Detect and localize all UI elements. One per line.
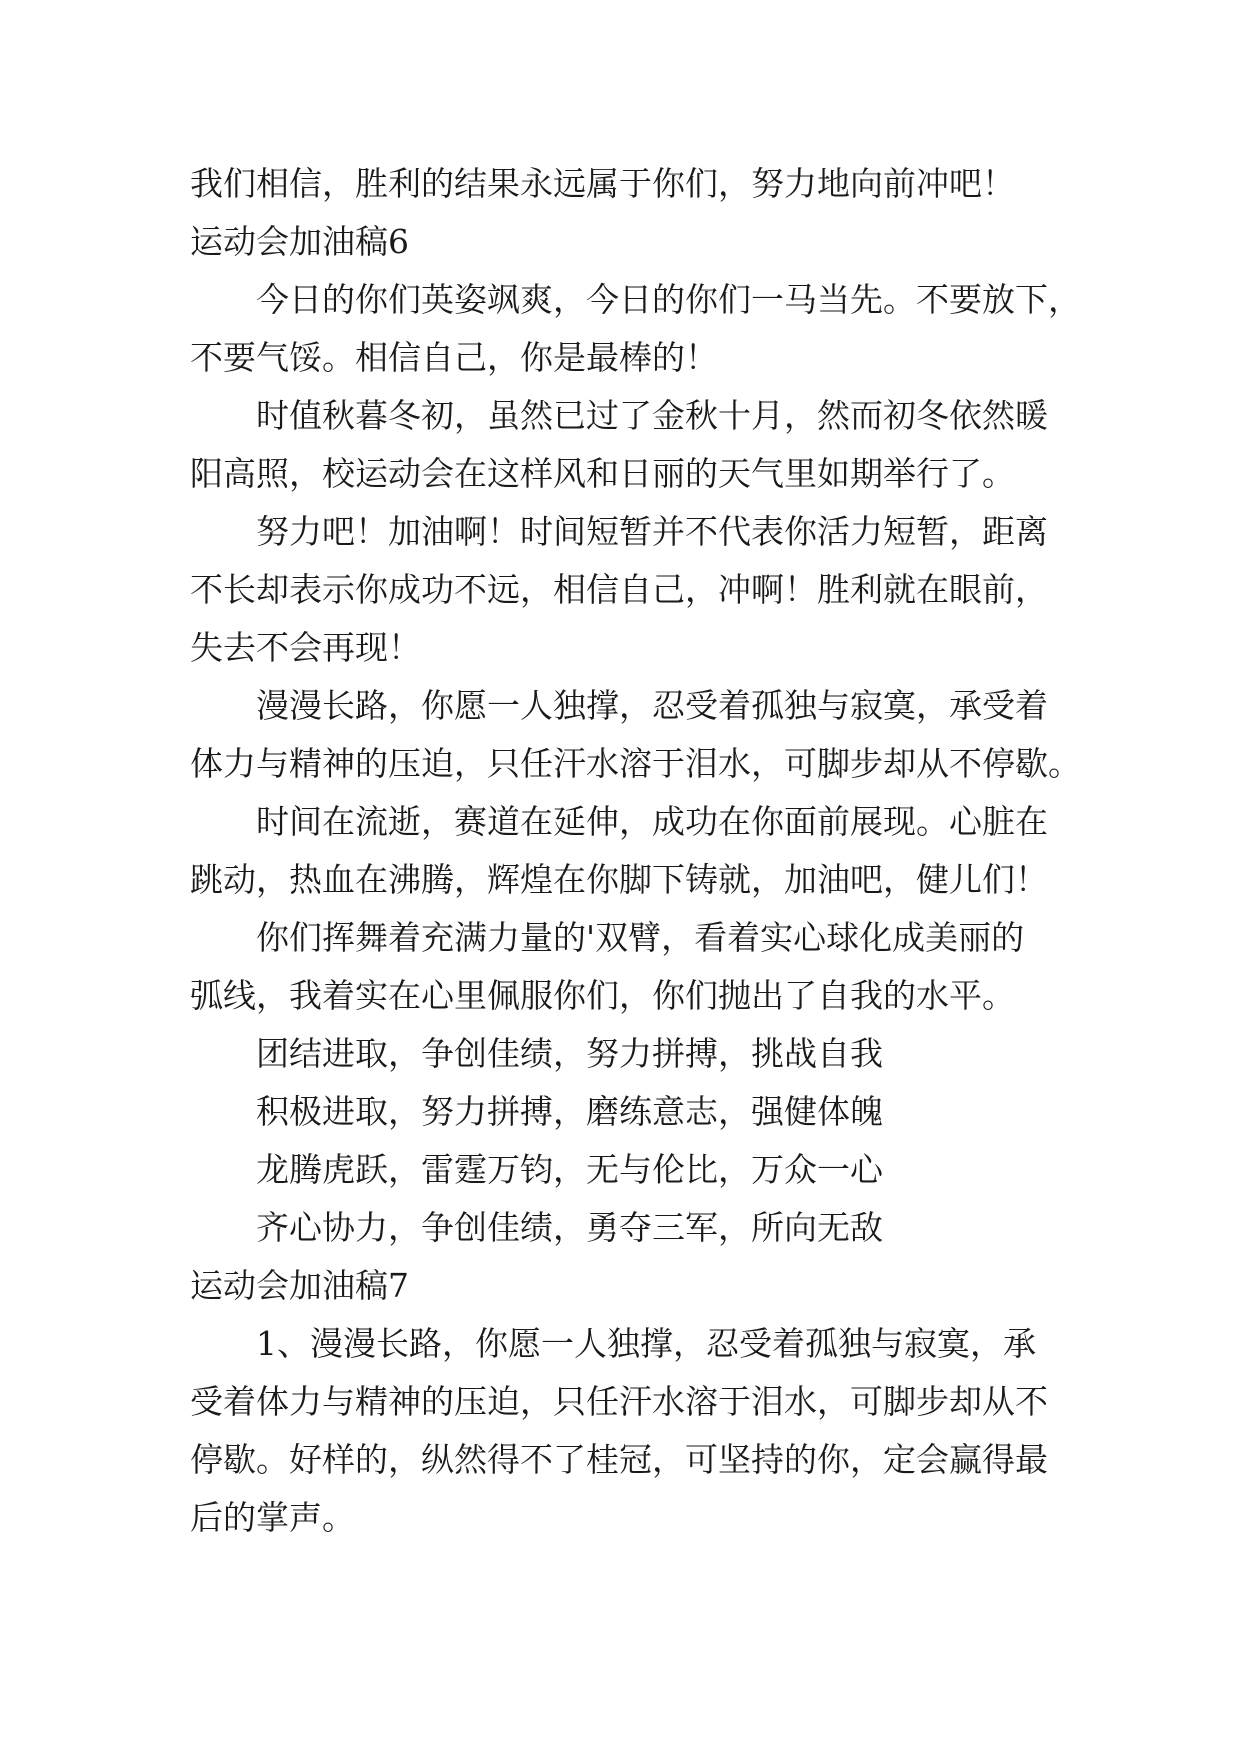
text-line: 停歇。好样的，纵然得不了桂冠，可坚持的你，定会赢得最 bbox=[190, 1440, 1048, 1479]
paragraph bbox=[190, 909, 1060, 1025]
paragraph bbox=[190, 155, 1060, 213]
text-line: 受着体力与精神的压迫，只任汗水溶于泪水，可脚步却从不 bbox=[190, 1382, 1048, 1421]
section-heading: 运动会加油稿6 bbox=[190, 222, 409, 261]
paragraph bbox=[190, 271, 1081, 387]
section-heading: 运动会加油稿7 bbox=[190, 1266, 409, 1305]
paragraph bbox=[190, 1315, 1060, 1547]
text-line: 时间在流逝，赛道在延伸，成功在你面前展现。心脏在 bbox=[256, 802, 1048, 841]
text-line: 齐心协力，争创佳绩，勇夺三军，所向无敌 bbox=[256, 1208, 883, 1247]
paragraph bbox=[190, 793, 1060, 909]
text-line: 后的掌声。 bbox=[190, 1498, 355, 1537]
text-line: 积极进取，努力拼搏，磨练意志，强健体魄 bbox=[256, 1092, 883, 1131]
slogan-line bbox=[190, 1025, 1060, 1083]
text-line: 漫漫长路，你愿一人独撑，忍受着孤独与寂寞，承受着 bbox=[256, 686, 1048, 725]
text-line: 时值秋暮冬初，虽然已过了金秋十月，然而初冬依然暖 bbox=[256, 396, 1048, 435]
text-line: 失去不会再现！ bbox=[190, 628, 421, 667]
text-line: 不要气馁。相信自己，你是最棒的！ bbox=[190, 338, 718, 377]
slogan-line bbox=[190, 1083, 1060, 1141]
slogan-line bbox=[190, 1199, 1060, 1257]
text-line: 我们相信，胜利的结果永远属于你们，努力地向前冲吧！ bbox=[190, 164, 1015, 203]
text-line: 努力吧！加油啊！时间短暂并不代表你活力短暂，距离 bbox=[256, 512, 1048, 551]
text-line: 阳高照，校运动会在这样风和日丽的天气里如期举行了。 bbox=[190, 454, 1015, 493]
text-line: 你们挥舞着充满力量的'双臂，看着实心球化成美丽的 bbox=[256, 918, 1025, 957]
text-line: 今日的你们英姿飒爽，今日的你们一马当先。不要放下， bbox=[256, 280, 1081, 319]
paragraph bbox=[190, 387, 1060, 503]
text-line: 龙腾虎跃，雷霆万钧，无与伦比，万众一心 bbox=[256, 1150, 883, 1189]
text-line: 跳动，热血在沸腾，辉煌在你脚下铸就，加油吧，健儿们！ bbox=[190, 860, 1048, 899]
document-body bbox=[190, 155, 1081, 1547]
text-line: 1、漫漫长路，你愿一人独撑，忍受着孤独与寂寞，承 bbox=[256, 1324, 1036, 1363]
paragraph bbox=[190, 677, 1081, 793]
text-line: 弧线，我着实在心里佩服你们，你们抛出了自我的水平。 bbox=[190, 976, 1015, 1015]
text-line: 不长却表示你成功不远，相信自己，冲啊！胜利就在眼前， bbox=[190, 570, 1048, 609]
text-line: 体力与精神的压迫，只任汗水溶于泪水，可脚步却从不停歇。 bbox=[190, 744, 1081, 783]
slogan-line bbox=[190, 1141, 1060, 1199]
text-line: 团结进取，争创佳绩，努力拼搏，挑战自我 bbox=[256, 1034, 883, 1073]
paragraph bbox=[190, 503, 1060, 677]
